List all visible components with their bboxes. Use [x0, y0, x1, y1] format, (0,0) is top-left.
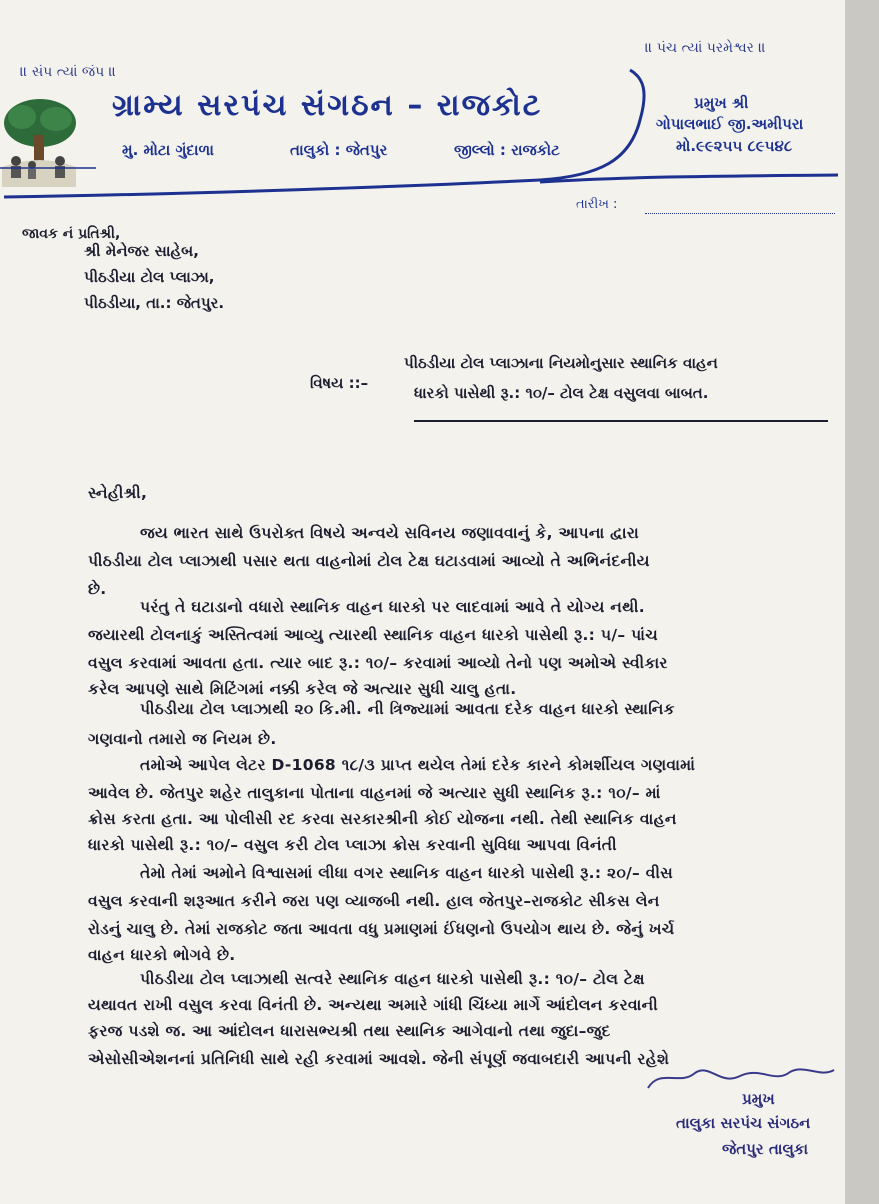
body-line: ધારકો પાસેથી રૂ.: ૧૦/– વસુલ કરી ટોલ પ્લાઝા ક્રોસ કરવાની સુવિધા આપવા વિનંતી: [88, 836, 617, 854]
body-line: વસુલ કરવામાં આવતા હતા. ત્યાર બાદ રૂ.: ૧૦/– કરવામાં આવ્યો તેનો પણ અમોએ સ્વીકાર: [88, 654, 668, 672]
recipient-line-3: પીઠડીયા, તા.: જેતપુર.: [84, 294, 225, 312]
body-line: ક્રોસ કરતા હતા. આ પોલીસી રદ કરવા સરકારશ્રીની કોઈ યોજના નથી. તેથી સ્થાનિક વાહન: [88, 810, 677, 828]
subject-underline: [414, 420, 828, 422]
recipient-line-2: પીઠડીયા ટોલ પ્લાઝા,: [84, 268, 215, 286]
stamp-line-1: પ્રમુખ: [742, 1090, 775, 1108]
body-line: જયારથી ટોલનાકું અસ્તિત્વમાં આવ્યુ ત્યારથી સ્થાનિક વાહન ધારકો પાસેથી રૂ.: ૫/– પાંચ: [88, 626, 658, 644]
president-phone: મો.૯૯૨૫૫ ૮૯૫૪૮: [676, 137, 793, 155]
body-line: પરંતુ તે ઘટાડાનો વધારો સ્થાનિક વાહન ધારકો પર લાદવામાં આવે તે યોગ્ય નથી.: [140, 598, 645, 616]
recipient-line-1: શ્રી મેનેજર સાહેબ,: [84, 242, 199, 260]
outward-recipient-label: જાવક નં પ્રતિશ્રી,: [22, 226, 121, 242]
body-line: પીઠડીયા ટોલ પ્લાઝાથી સત્વરે સ્થાનિક વાહન ધારકો પાસેથી રૂ.: ૧૦/– ટોલ ટેક્ષ: [140, 970, 645, 988]
date-field-line: [645, 213, 835, 214]
body-line: કરેલ આપણે સાથે મિટિંગમાં નક્કી કરેલ જે અત્યાર સુધી ચાલુ હતા.: [88, 680, 517, 698]
body-line: રોડનું ચાલુ છે. તેમાં રાજકોટ જતા આવતા વધુ પ્રમાણમાં ઈંધણનો ઉપયોગ થાય છે. જેનું ખર્ચ: [88, 920, 675, 938]
address-district: જીલ્લો : રાજકોટ: [454, 141, 560, 159]
body-line: જય ભારત સાથે ઉપરોક્ત વિષયે અન્વયે સવિનય જણાવવાનું કે, આપના દ્વારા: [140, 524, 639, 542]
president-title: પ્રમુખ શ્રી: [694, 94, 749, 112]
subject-line-2: ધારકો પાસેથી રૂ.: ૧૦/– ટોલ ટેક્ષ વસુલવા બાબત.: [414, 384, 709, 402]
motto-left: ॥ સંપ ત્યાં જંપ ॥: [20, 64, 117, 80]
header-divider: [0, 0, 845, 210]
body-line: વાહન ધારકો ભોગવે છે.: [88, 946, 236, 964]
body-line: યથાવત રાખી વસુલ કરવા વિનંતી છે. અન્યથા અમારે ગાંધી ચિંધ્યા માર્ગે આંદોલન કરવાની: [88, 996, 658, 1014]
body-line: પીઠડીયા ટોલ પ્લાઝાથી પસાર થતા વાહનોમાં ટોલ ટેક્ષ ઘટાડવામાં આવ્યો તે અભિનંદનીય: [88, 552, 650, 570]
table-background: [845, 0, 879, 1204]
body-line: ગણવાનો તમારો જ નિયમ છે.: [88, 730, 277, 748]
address-village: મુ. મોટા ગુંદાળા: [122, 141, 214, 159]
org-name: ગ્રામ્ય સરપંચ સંગઠન – રાજકોટ: [112, 88, 543, 123]
stamp-line-3: જેતપુર તાલુકા: [722, 1140, 809, 1158]
salutation: સ્નેહીશ્રી,: [88, 484, 148, 502]
body-line: ફરજ પડશે જ. આ આંદોલન ધારાસભ્યશ્રી તથા સ્થાનિક આગેવાનો તથા જુદા–જુદ: [88, 1022, 611, 1040]
motto-right: ॥ પંચ ત્યાં પરમેશ્વર ॥: [645, 40, 766, 56]
body-line: એસોસીએશનનાં પ્રતિનિધી સાથે રહી કરવામાં આવશે. જેની સંપૂર્ણ જવાબદારી આપની રહેશે: [88, 1050, 670, 1068]
subject-label: વિષય ::–: [310, 374, 369, 392]
body-line: છે.: [88, 580, 107, 598]
stamp-line-2: તાલુકા સરપંચ સંગઠન: [676, 1114, 811, 1132]
subject-line-1: પીઠડીયા ટોલ પ્લાઝાના નિયમોનુસાર સ્થાનિક વાહન: [404, 354, 718, 372]
body-line: આવેલ છે. જેતપુર શહેર તાલુકાના પોતાના વાહનમાં જે અત્યાર સુધી સ્થાનિક રૂ.: ૧૦/– માં: [88, 784, 661, 802]
body-line: તમોએ આપેલ લેટર D-1068 ૧૮/૩ પ્રાપ્ત થયેલ તેમાં દરેક કારને કોમર્શીયલ ગણવામાં: [140, 756, 696, 774]
president-name: ગોપાલભાઈ જી.અમીપરા: [656, 115, 804, 133]
handwritten-signature: [640, 1058, 840, 1098]
date-label: તારીખ :: [576, 197, 618, 212]
body-line: વસુલ કરવાની શરૂઆત કરીને જરા પણ વ્યાજબી નથી. હાલ જેતપુર–રાજકોટ સીકસ લેન: [88, 892, 660, 910]
body-line: તેમો તેમાં અમોને વિશ્વાસમાં લીધા વગર સ્થાનિક વાહન ધારકો પાસેથી રૂ.: ૨૦/– વીસ: [140, 864, 674, 882]
body-line: પીઠડીયા ટોલ પ્લાઝાથી ૨૦ કિ.મી. ની ત્રિજ્યામાં આવતા દરેક વાહન ધારકો સ્થાનિક: [140, 700, 675, 718]
address-taluka: તાલુકો : જેતપુર: [290, 141, 388, 159]
